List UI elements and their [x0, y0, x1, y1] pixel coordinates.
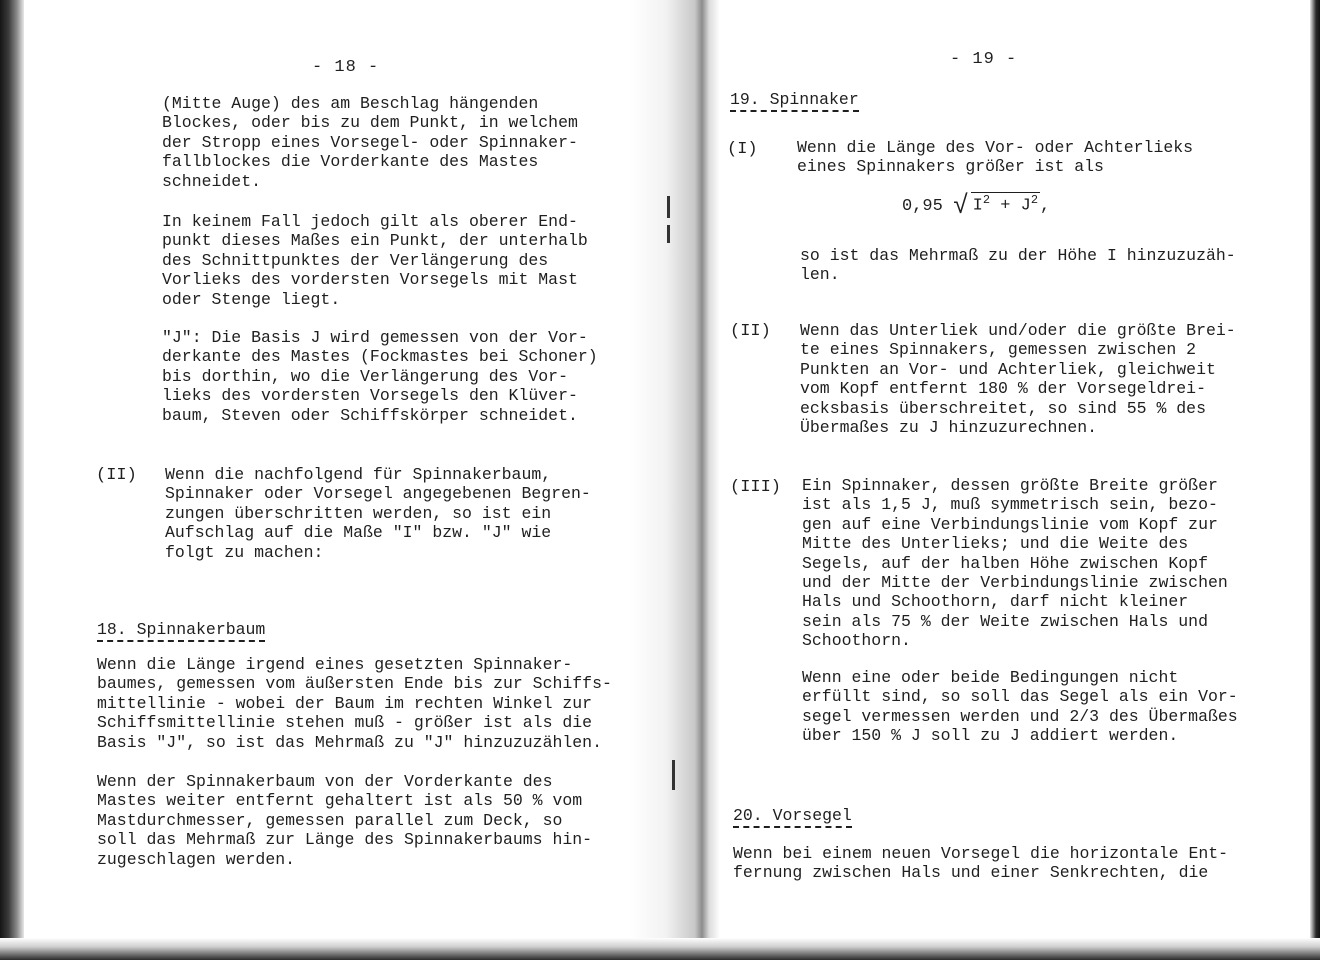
item-ii-label-left: (II)	[96, 466, 137, 485]
formula-base-1: I	[972, 197, 983, 216]
book-gutter	[630, 0, 720, 960]
section-18-paragraph-1: Wenn die Länge irgend eines gesetzten Spinnaker- baumes, gemessen vom äußersten Ende bis zur Schiffs- mittellinie - wobei der Baum im rechten Winkel zur Schiffsmittellinie stehen muß - größer ist als die Basis "J", so ist das Mehrmaß zu "J" hinzuzuzählen.	[97, 655, 612, 752]
formula-exponent-1: 2	[982, 193, 991, 208]
item-i-text-2: so ist das Mehrmaß zu der Höhe I hinzuzuzäh- len.	[800, 246, 1236, 285]
book-bottom-edge	[0, 938, 1320, 960]
square-root-icon: √	[953, 191, 969, 221]
section-20-paragraph: Wenn bei einem neuen Vorsegel die horizontale Ent- fernung zwischen Hals und einer Senkrechten, die	[733, 844, 1229, 883]
formula-operator: +	[1000, 197, 1011, 216]
item-ii-text-left: Wenn die nachfolgend für Spinnakerbaum, Spinnaker oder Vorsegel angegebenen Begren- zungen überschritten werden, so ist ein Aufschlag auf die Maße "I" bzw. "J" wie folgt zu machen:	[165, 465, 591, 562]
paragraph-endpunkt: In keinem Fall jedoch gilt als oberer End- punkt dieses Maßes ein Punkt, der unterhalb des Schnittpunktes der Verlängerung des Vorlieks des vordersten Vorsegels mit Mast oder Stenge liegt.	[162, 212, 588, 309]
item-i-label: (I)	[727, 140, 758, 159]
section-20-heading	[733, 806, 852, 825]
book-left-edge	[0, 0, 24, 960]
item-ii-label-right: (II)	[730, 322, 771, 341]
gutter-mark	[667, 196, 670, 218]
formula-coefficient: 0,95	[902, 197, 943, 216]
item-iii-text-2: Wenn eine oder beide Bedingungen nicht erfüllt sind, so soll das Segel als ein Vor- segel vermessen werden und 2/3 des Übermaßes über 150 % J soll zu J addiert werden.	[802, 668, 1238, 746]
book-right-edge	[1310, 0, 1320, 960]
gutter-mark	[667, 225, 670, 243]
item-i-text: Wenn die Länge des Vor- oder Achterlieks eines Spinnakers größer ist als	[797, 138, 1194, 177]
page-number-left: - 18 -	[312, 58, 380, 77]
formula-exponent-2: 2	[1030, 193, 1039, 208]
section-18-heading	[97, 620, 265, 639]
section-19-heading-text: 19. Spinnaker	[730, 90, 859, 112]
formula-radicand	[971, 192, 1040, 216]
section-18-heading-text: 18. Spinnakerbaum	[97, 620, 265, 642]
page-number-right: - 19 -	[950, 50, 1018, 69]
section-18-paragraph-2: Wenn der Spinnakerbaum von der Vorderkante des Mastes weiter entfernt gehaltert ist als 50 % vom Mastdurchmesser, gemessen parallel zum Deck, so soll das Mehrmaß zur Länge des Spinnakerbaums hin- zugeschlagen werden.	[97, 772, 593, 869]
item-iii-label: (III)	[730, 478, 782, 497]
paragraph-continuation: (Mitte Auge) des am Beschlag hängenden Blockes, oder bis zu dem Punkt, in welchem der Stropp eines Vorsegel- oder Spinnaker- fallblockes die Vorderkante des Mastes schneidet.	[162, 94, 578, 191]
formula-trailing-comma: ,	[1040, 197, 1051, 216]
formula-spinnaker-limit	[902, 191, 1050, 221]
item-ii-text-right: Wenn das Unterliek und/oder die größte Brei- te eines Spinnakers, gemessen zwischen 2 Punkten an Vor- und Achterliek, gleichweit vom Kopf entfernt 180 % der Vorsegeldrei- ecksbasis überschreitet, so sind 55 % des Übermaßes zu J hinzuzurechnen.	[800, 321, 1236, 438]
section-20-heading-text: 20. Vorsegel	[733, 806, 852, 828]
gutter-mark	[672, 760, 675, 790]
section-19-heading	[730, 90, 859, 109]
item-iii-text: Ein Spinnaker, dessen größte Breite größer ist als 1,5 J, muß symmetrisch sein, bezo- gen auf eine Verbindungslinie vom Kopf zur Mitte des Unterlieks; und die Weite des Segels, auf der halben Höhe zwischen Kopf und der Mitte der Verbindungslinie zwischen Hals und Schoothorn, darf nicht kleiner sein als 75 % der Weite zwischen Hals und Schoothorn.	[802, 476, 1228, 651]
paragraph-basis-j: "J": Die Basis J wird gemessen von der Vor- derkante des Mastes (Fockmastes bei Schoner) bis dorthin, wo die Verlängerung des Vor- lieks des vordersten Vorsegels den Klüver- baum, Steven oder Schiffskörper schneidet.	[162, 328, 598, 425]
formula-base-2: J	[1020, 197, 1031, 216]
